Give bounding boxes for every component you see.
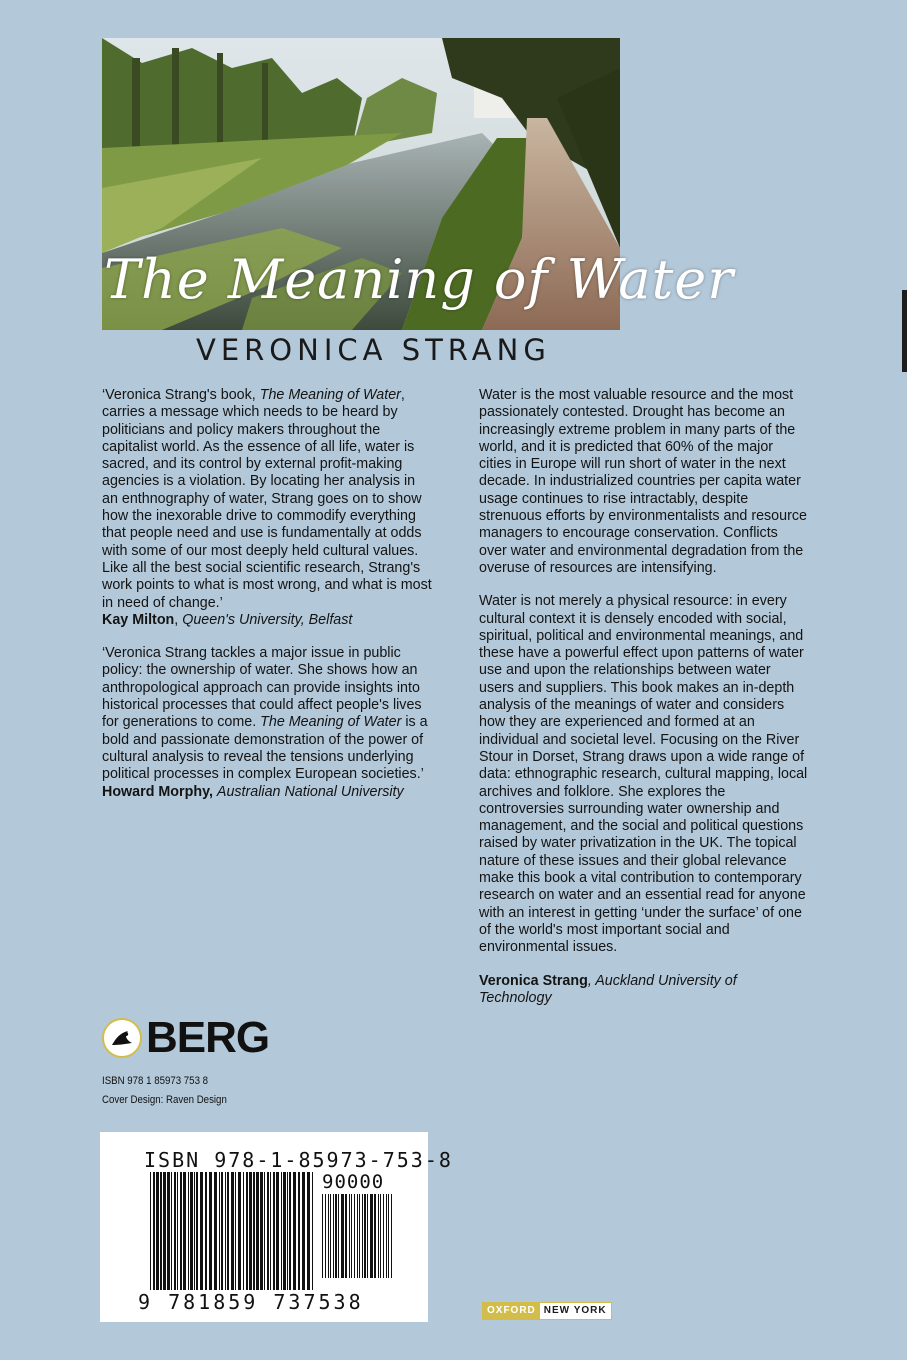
berg-emblem-icon [102,1018,142,1058]
page-edge-bar [902,290,907,372]
barcode-bar [190,1172,193,1290]
barcode-bar [359,1194,360,1278]
barcode-bar [351,1194,352,1278]
barcode-bar [293,1172,296,1290]
barcode-bar [322,1194,323,1278]
barcode-bar [302,1172,305,1290]
barcode-bar [249,1172,252,1290]
barcode-bar [160,1172,162,1290]
barcode-bar [196,1172,198,1290]
barcode-bar [349,1194,350,1278]
endorsement-quote-2: ‘Veronica Strang tackles a major issue in public policy: the ownership of water. She shows how an anthropological approach can provide insights into historical processes that could affect people's lives for generations to come. The Meaning of Water is a bold and passionate demonstration of the power of cultural analysis to reveal the tensions underlying political processes in complex European societies.’ [102,645,428,783]
barcode-bar [180,1172,182,1290]
blurb-paragraph-2: Water is not merely a physical resource: in every cultural context it is densely encoded with social, spiritual, political and environmental meanings, and these have a powerful effect upon patterns of water use and upon the relationships between water users and suppliers. This book makes an in-depth analysis of the meanings of water and considers how they are experienced and formed at an individual and societal level. Focusing on the River Stour in Dorset, Strang draws upon a wide range of data: ethnographic research, cultural mapping, local archives and folklore. She explores the controversies surrounding water ownership and management, and the social and political questions raised by water privatization in the UK. The topical nature of these issues and their global relevance make this book a vital contribution to contemporary research on water and an essential read for anyone with an interest in getting ‘under the surface’ of one of the world's most important social and environmental issues. [479,593,808,956]
blurb-column [479,387,809,1007]
barcode-bar [219,1172,220,1290]
barcode-bar [357,1194,358,1278]
barcode-bar [200,1172,203,1290]
endorsements-column [102,387,432,801]
barcode-bar [156,1172,159,1290]
barcode-bar [276,1172,279,1290]
barcode-bar [283,1172,286,1290]
barcode-bar [171,1172,172,1290]
barcode-bar [383,1194,384,1278]
barcode-bar [281,1172,282,1290]
imprint-label [482,1302,612,1320]
barcode-addon-bars [322,1194,392,1278]
barcode-bar [325,1194,326,1278]
publisher-info [102,1072,227,1110]
berg-logo [102,1013,270,1062]
barcode-bar [307,1172,310,1290]
barcode-digits: 9 781859 737538 [138,1290,364,1314]
barcode-bar [260,1172,263,1290]
barcode-bar [238,1172,241,1290]
barcode-bar [243,1172,244,1290]
barcode-bar [209,1172,212,1290]
barcode-bar [338,1194,339,1278]
barcode-bar [246,1172,248,1290]
barcode-bar [225,1172,226,1290]
barcode-bar [287,1172,288,1290]
barcode-bar [335,1194,337,1278]
barcode-bar [386,1194,387,1278]
barcode-bar [370,1194,373,1278]
barcode-bar [298,1172,300,1290]
barcode-bar [289,1172,291,1290]
imprint-new-york: NEW YORK [540,1303,611,1319]
barcode-price-code: 90000 [322,1171,385,1193]
barcode-bar [231,1172,234,1290]
barcode-bar [328,1194,329,1278]
berg-wordmark: BERG [146,1013,270,1062]
blurb-author: Veronica Strang, Auckland University of Technology [479,972,737,1006]
barcode-bar [194,1172,195,1290]
barcode-bar [188,1172,189,1290]
barcode-bar [205,1172,207,1290]
barcode-bar [256,1172,259,1290]
blurb-paragraph-1: Water is the most valuable resource and the most passionately contested. Drought has become an increasingly extreme problem in many parts of the world, and it is predicted that 60% of the major cities in Europe will run short of water in the next decade. In industrialized countries per capita water usage continues to rise intractably, despite strenuous efforts by environmentalists and resource managers to encourage conservation. Conflicts over water and environmental degradation from the overuse of resources are intensifying. [479,387,807,576]
barcode-bar [174,1172,176,1290]
barcode-bar [333,1194,334,1278]
barcode-bar [150,1172,151,1290]
barcode-bar [388,1194,389,1278]
barcode-bar [253,1172,255,1290]
barcode-bar [264,1172,265,1290]
barcode-bar [378,1194,379,1278]
cover-title: The Meaning of Water [104,248,735,311]
barcode-bar [312,1172,313,1290]
barcode-bar [153,1172,155,1290]
barcode-bar [380,1194,381,1278]
isbn-line: ISBN 978 1 85973 753 8 [102,1075,209,1087]
barcode-bar [374,1194,376,1278]
barcode-bar [167,1172,170,1290]
barcode-box [100,1132,453,1322]
endorsement-attribution-2: Howard Morphy, Australian National University [102,783,404,800]
barcode-bar [341,1194,344,1278]
barcode-bar [235,1172,236,1290]
barcode-bar [227,1172,229,1290]
barcode-bar [183,1172,186,1290]
barcode-bar [221,1172,223,1290]
barcode-bar [273,1172,275,1290]
endorsement-quote-1: ‘Veronica Strang's book, The Meaning of Water, carries a message which needs to be heard by politicians and policy makers throughout the capitalist world. As the essence of all life, water is sacred, and its control by external profit-making agencies is a violation. By locating her analysis in an enthnography of water, Strang goes on to show how the inexorable drive to commodify everything that people need and use is fundamentally at odds with some of our most deeply held cultural values. Like all the best social scientific research, Strang's work points to what is most wrong, and what is most in need of change.’ [102,387,432,611]
barcode-bar [354,1194,355,1278]
barcode-bar [177,1172,178,1290]
barcode-bar [270,1172,271,1290]
barcode-bars [150,1172,314,1290]
barcode-bar [345,1194,347,1278]
endorsement-attribution-1: Kay Milton, Queen's University, Belfast [102,611,353,628]
barcode-bar [362,1194,363,1278]
barcode-isbn: ISBN 978-1-85973-753-8 [144,1148,453,1172]
barcode-bar [163,1172,166,1290]
barcode-bar [391,1194,392,1278]
barcode-bar [367,1194,368,1278]
cover-author: VERONICA STRANG [196,333,551,367]
cover-design-credit: Cover Design: Raven Design [102,1094,227,1106]
barcode-bar [330,1194,331,1278]
imprint-oxford: OXFORD [483,1303,540,1319]
barcode-bar [214,1172,217,1290]
barcode-bar [267,1172,269,1290]
barcode-bar [364,1194,366,1278]
